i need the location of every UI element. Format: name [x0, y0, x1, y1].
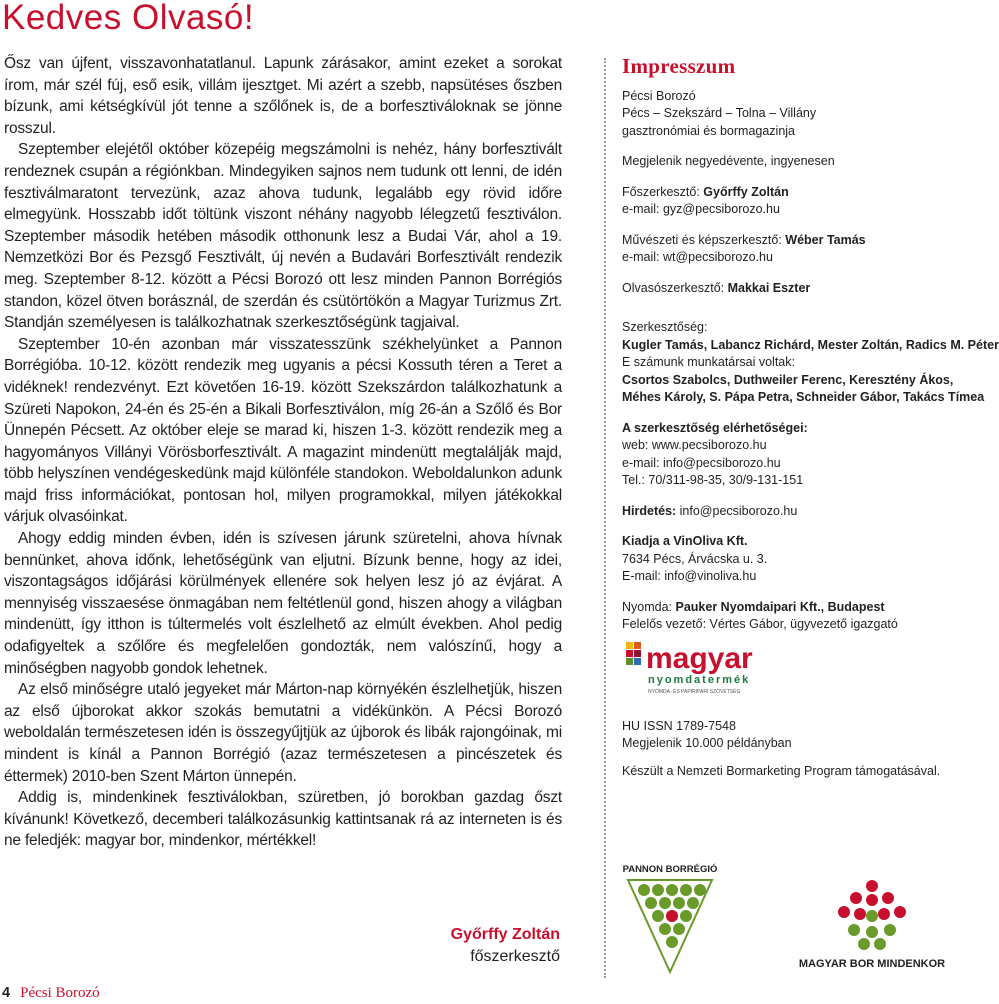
art-email: e-mail: wt@pecsiborozo.hu	[622, 250, 773, 264]
impresszum-title: Impresszum	[622, 54, 736, 78]
ads-email: info@pecsiborozo.hu	[679, 503, 798, 518]
contact-tel: Tel.: 70/311-98-35, 30/9-131-151	[622, 473, 804, 487]
printer-manager: Felelős vezető: Vértes Gábor, ügyvezető igazgató	[622, 617, 898, 631]
contact-label: A szerkesztőség elérhetőségei:	[622, 420, 808, 435]
editor-label: Főszerkesztő:	[622, 184, 704, 199]
support-text: Készült a Nemzeti Bormarketing Program támogatásával.	[622, 763, 941, 778]
paragraph: Szeptember 10-én azonban már visszatesszünk székhelyünket a Pannon Borrégióba. 10-12. között rendezik meg ugyanis a pécsi Kossuth téren a Teret a vidéknek! rendezvényt. Ezt követően 16-19. között Szekszárdon találkozhatunk a Szüreti Napokon, 24-én és 25-én a Bikali Borfesztiválon, míg 26-án a Szőlő és Bor Ünnepén Pécsett. Az október eleje se marad ki, hiszen 1-3. között rendezik meg a hagyományos Villányi Vörösborfesztivált. A magazint mindenütt megtalálják majd, több helyszínen vendégeskedünk majd különféle standokon. Weboldalunkon adunk majd friss információkat, pontosan hol, milyen programokkal, milyen játékokkal várjuk olvasóinkat.	[4, 335, 562, 526]
paragraph: Szeptember elejétől október közepéig megszámolni is nehéz, hány borfesztivált rendeznek csupán a régiónkban. Mindegyiken sajnos nem tudunk ott lenni, de idén fesztiválmaratont tervezünk, azaz ahova tudunk, legalább egy rövid időre elmegyünk. Hosszabb időt töltünk viszont néhány nagyobb lélegzetű fesztiválon. Szeptember második hetében második otthonunk lesz a Budai Vár, ahol a 19. Nemzetközi Bor és Pezsgő Fesztivált, új nevén a Budavári Borfesztivált rendezik meg. Szeptember 8-12. között a Pécsi Borozó ott lesz minden Pannon Borrégiós standon, közel ötven borásznál, de szerdán és csütörtökön a Magyar Turizmus Zrt. Standján személyesen is találkozhatnak szerkesztőségünk tagjaival.	[4, 141, 562, 332]
art-block	[622, 232, 960, 267]
printer-block	[622, 599, 960, 634]
editorial-body	[4, 53, 562, 852]
office-names: Kugler Tamás, Labancz Richárd, Mester Zoltán, Radics M. Péter	[622, 337, 999, 352]
contact-email: e-mail: info@pecsiborozo.hu	[622, 455, 781, 470]
magyar-logo-sub2: NYOMDA- ÉS PAPÍRIPARI SZÖVETSÉG	[648, 688, 741, 695]
contact-web: web: www.pecsiborozo.hu	[622, 438, 767, 452]
art-name: Wéber Tamás	[785, 232, 866, 247]
reader-block	[622, 280, 960, 298]
publisher-email: E-mail: info@vinoliva.hu	[622, 569, 757, 583]
impresszum-column	[622, 54, 999, 793]
intro-line: Pécsi Borozó	[622, 88, 696, 103]
column-divider	[604, 58, 606, 978]
magyar-logo-text: magyar	[646, 641, 753, 675]
page-title: Kedves Olvasó!	[2, 0, 255, 37]
copies: Megjelenik 10.000 példányban	[622, 736, 792, 750]
contact-block	[622, 420, 960, 490]
paragraph: Az első minőségre utaló jegyeket már Márton-nap környékén észlelhetjük, hiszen az első újborokat akkor szokás bemutatni a vidékünkön. A Pécsi Borozó weboldalán természetesen idén is összegyűjtjük az újborok és libák rajongóinak, mi mindent is kínál a Pannon Borrégió (azaz természetesen a pincészetek és éttermek) 2010-ben Szent Márton ünnepén.	[4, 681, 562, 785]
publisher-address: 7634 Pécs, Árvácska u. 3.	[622, 551, 768, 566]
signature-role: főszerkesztő	[470, 948, 560, 965]
magyar-logo-sub: nyomdatermék	[648, 673, 751, 686]
office-label: Szerkesztőség:	[622, 320, 708, 334]
contributors-line: Méhes Károly, S. Pápa Petra, Schneider Gábor, Takács Tímea	[622, 390, 985, 404]
pannon-logo-text: PANNON BORRÉGIÓ	[622, 864, 718, 875]
ads-label: Hirdetés:	[622, 503, 680, 518]
editor-block	[622, 184, 960, 219]
reader-name: Makkai Eszter	[727, 280, 811, 295]
contributors-label: E számunk munkatársai voltak:	[622, 355, 795, 369]
editor-name: Győrffy Zoltán	[703, 184, 789, 199]
editor-email: e-mail: gyz@pecsiborozo.hu	[622, 202, 780, 216]
printer-label: Nyomda:	[622, 599, 676, 614]
publisher-block	[622, 533, 960, 586]
ads-block	[622, 503, 960, 521]
intro-line: Pécs – Szekszárd – Tolna – Villány	[622, 106, 817, 120]
magyar-nyomdatermek-logo	[624, 638, 759, 704]
pannon-borregio-logo	[620, 860, 720, 980]
frequency-text: Megjelenik negyedévente, ingyenesen	[622, 154, 835, 168]
page-number: 4	[2, 985, 11, 1001]
art-label: Művészeti és képszerkesztő:	[622, 232, 786, 247]
signature	[451, 924, 560, 968]
signature-name: Győrffy Zoltán	[450, 926, 560, 943]
issn-block	[622, 718, 960, 753]
mbm-logo-text: MAGYAR BOR MINDENKOR	[798, 958, 946, 970]
office-block	[622, 319, 999, 407]
magyar-bor-mindenkor-logo	[792, 874, 952, 974]
footer-brand: Pécsi Borozó	[20, 985, 100, 1001]
support-block	[622, 763, 960, 781]
printer-name: Pauker Nyomdaipari Kft., Budapest	[675, 599, 885, 614]
contributors-line: Csortos Szabolcs, Duthweiler Ferenc, Keresztény Ákos,	[622, 372, 954, 387]
publisher-name: Kiadja a VinOliva Kft.	[622, 534, 748, 548]
paragraph: Addig is, mindenkinek fesztiválokban, szüretben, jó borokban gazdag őszt kívánunk! Következő, decemberi találkozásunkig kattintsanak rá az interneten is és ne feledjék: magyar bor, mindenkor, mértékkel!	[4, 789, 562, 850]
paragraph: Ősz van újfent, visszavonhatatlanul. Lapunk zárásakor, amint ezeket a sorokat írom, már szél fúj, eső esik, villám ijesztget. Mi azért a szebb, napsütéses őszben bízunk, ami kétségkívül jót tenne a szőlőnek is, de a borfesztiváloknak se jönne rosszul.	[4, 55, 562, 137]
issn: HU ISSN 1789-7548	[622, 718, 736, 733]
page-footer	[2, 985, 100, 1002]
intro-line: gasztronómiai és bormagazinja	[622, 123, 796, 138]
reader-label: Olvasószerkesztő:	[622, 280, 728, 295]
intro-block	[622, 88, 960, 141]
frequency	[622, 153, 960, 171]
paragraph: Ahogy eddig minden évben, idén is szívesen járunk szüretelni, ahova hívnak bennünket, ahova időnk, lehetőségünk van eljutni. Bízunk benne, hogy az idei, viszontagságos időjárási körülmények ellenére sok helyen lesz jó az évjárat. A mennyiség visszaesése önmagában nem feltétlenül gond, hiszen ahogy a világban mindenütt, így itthon is túltermelés volt észlelhető az elmúlt években. Ahol pedig odafigyeltek a szőlőre és megfelelően gondozták, nem valószínű, hogy a minőségben nagyobb gondok lehetnek.	[4, 530, 562, 677]
